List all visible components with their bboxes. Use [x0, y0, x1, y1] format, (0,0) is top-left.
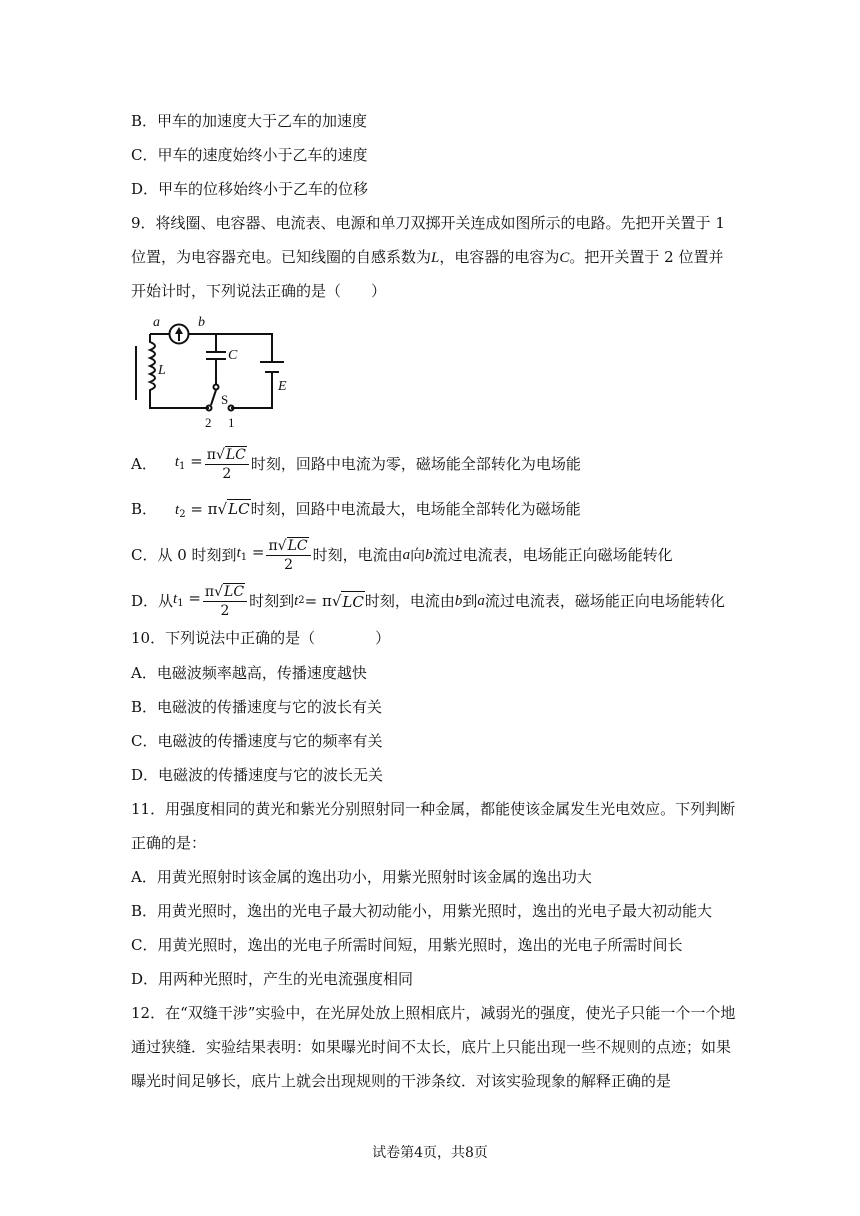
fraction: $\frac{\pi√LC}{2}$ [205, 448, 249, 481]
denominator: 2 [222, 465, 232, 482]
denominator: 2 [284, 556, 293, 573]
sub: 1 [240, 552, 248, 563]
option-label: B． [131, 500, 158, 518]
q9-option-b: B． $t_2 = \pi√LC$时刻，回路中电流最大，电场能全部转化为磁场能 [131, 500, 581, 520]
option-label: A． [131, 455, 157, 473]
q9-text: ，电容器的电容为 [439, 248, 560, 266]
var-a: a [402, 547, 411, 563]
q11-stem-line2: 正确的是： [131, 834, 207, 852]
q8-option-c: C．甲车的速度始终小于乙车的速度 [131, 146, 368, 164]
label-c: C [228, 348, 238, 363]
q12-stem-line2: 通过狭缝．实验结果表明：如果曝光时间不太长，底片上只能出现一些不规则的点迹；如果 [131, 1038, 732, 1056]
var-t: t [236, 545, 241, 561]
sqrt-lc: LC [287, 537, 308, 554]
sub: 1 [177, 598, 184, 609]
ammeter-arrow-icon [175, 327, 183, 341]
q10-stem: 10．下列说法中正确的是（ ） [131, 629, 391, 647]
eq: = [183, 589, 201, 607]
q9-stem-line2 [131, 247, 723, 268]
sqrt-lc: LC [228, 500, 250, 518]
label-e: E [278, 379, 287, 394]
q11-option-b: B．用黄光照时，逸出的光电子最大初动能小，用紫光照时，逸出的光电子最大初动能大 [131, 902, 713, 920]
label-s: S [221, 392, 229, 407]
option-text: 时刻，回路中电流为零，磁场能全部转化为电场能 [250, 455, 581, 473]
eq: = [185, 452, 203, 470]
fraction: $\frac{\pi√LC}{2}$ [266, 539, 310, 572]
eq: = π [304, 592, 332, 610]
pi: π [206, 446, 216, 463]
q8-option-b: B．甲车的加速度大于乙车的加速度 [131, 112, 368, 130]
eq: = π [185, 500, 218, 518]
q9-option-a [131, 446, 581, 482]
label-1: 1 [228, 415, 235, 430]
q11-option-c: C．用黄光照时，逸出的光电子所需时间短，用紫光照时，逸出的光电子所需时间长 [131, 936, 683, 954]
option-text: 流过电流表，磁场能正向电场能转化 [484, 592, 725, 610]
q10-option-a: A．电磁波频率越高，传播速度越快 [131, 664, 367, 682]
label-a: a [153, 315, 160, 330]
sqrt-lc: LC [225, 446, 246, 463]
eq: = [247, 543, 265, 561]
sub: 2 [298, 595, 305, 606]
q9-text: 。把开关置于 2 位置并 [569, 248, 724, 266]
q9-text: 位置，为电容器充电。已知线圈的自感系数为 [131, 248, 432, 266]
q11-option-d: D．用两种光照时，产生的光电流强度相同 [131, 970, 414, 988]
q9-var-l: L [431, 250, 440, 266]
q10-option-d: D．电磁波的传播速度与它的波长无关 [131, 766, 384, 784]
page-footer: 试卷第4页，共8页 [372, 1145, 488, 1161]
q12-stem-line3: 曝光时间足够长，底片上就会出现规则的干涉条纹．对该实验现象的解释正确的是 [131, 1072, 672, 1090]
option-label: C．从 0 时刻到 [131, 546, 237, 564]
option-text: 时刻到 [249, 592, 295, 610]
q9-option-d: D．从 $t_1$ = $\frac{\pi√LC}{2}$ 时刻到 t 2 = π √ LC 时刻，电流由 b 到 a 流过电流表，磁场能正向电场能转化 [131, 583, 725, 619]
fraction: $\frac{\pi√LC}{2}$ [203, 585, 247, 618]
option-text: 时刻，电流由 [364, 592, 455, 610]
label-l: L [158, 363, 166, 378]
q9-stem-line3: 开始计时，下列说法正确的是（ ） [131, 282, 387, 300]
sub: 2 [179, 509, 186, 520]
option-text: 向 [410, 546, 426, 564]
option-label: D．从 [131, 592, 174, 610]
q10-option-c: C．电磁波的传播速度与它的频率有关 [131, 732, 383, 750]
sqrt-lc: LC [342, 592, 364, 611]
var-b: b [454, 593, 463, 609]
denominator: 2 [220, 602, 230, 619]
pi: π [204, 583, 215, 600]
sqrt-lc: LC [224, 583, 245, 600]
option-text: 流过电流表，电场能正向磁场能转化 [432, 546, 673, 564]
var-t: t [294, 593, 299, 609]
pi: π [268, 537, 278, 554]
var-b: b [425, 547, 433, 563]
q11-stem-line1: 11．用强度相同的黄光和紫光分别照射同一种金属，都能使该金属发生光电效应。下列判断 [131, 800, 736, 818]
q12-stem-line1: 12．在“双缝干涉”实验中，在光屏处放上照相底片，减弱光的强度，使光子只能一个一个地 [131, 1004, 736, 1022]
option-text: 时刻，电流由 [312, 546, 403, 564]
label-2: 2 [205, 415, 212, 430]
q9-stem-line1: 9．将线圈、电容器、电流表、电源和单刀双掷开关连成如图所示的电路。先把开关置于 1 [131, 214, 725, 232]
q9-option-c [131, 536, 673, 574]
q11-option-a: A．用黄光照射时该金属的逸出功小，用紫光照射时该金属的逸出功大 [131, 868, 592, 886]
option-text: 到 [462, 592, 478, 610]
var-t: t [173, 591, 178, 607]
var-t: t [174, 454, 180, 470]
q8-option-d: D．甲车的位移始终小于乙车的位移 [131, 180, 369, 198]
var-t: t [175, 502, 180, 518]
lc-circuit-diagram [128, 312, 288, 432]
q9-var-c: C [559, 250, 570, 266]
var-a: a [477, 593, 485, 609]
option-text: 时刻，回路中电流最大，电场能全部转化为磁场能 [250, 500, 581, 518]
label-b: b [198, 315, 205, 330]
sub: 1 [179, 461, 186, 472]
q10-option-b: B．电磁波的传播速度与它的波长有关 [131, 698, 383, 716]
